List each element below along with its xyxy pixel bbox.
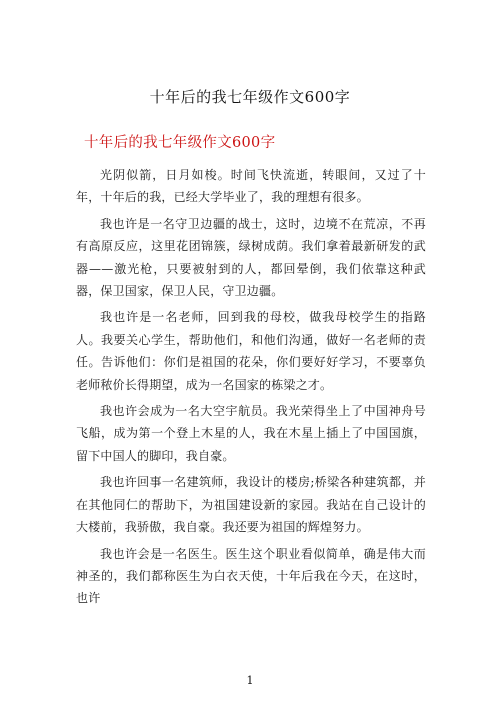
paragraph-6: 我也许会是一名医生。医生这个职业看似简单，确是伟大而神圣的，我们都称医生为白衣天使，十年后我在今天，在这时，也许 [76, 546, 426, 606]
paragraph-4: 我也许会成为一名大空宇航员。我光荣得坐上了中国神舟号飞船，成为第一个登上木星的人，我在木星上插上了中国国旗，留下中国人的脚印，我自豪。 [76, 404, 426, 463]
paragraph-1: 光阴似箭，日月如梭。时间飞快流逝，转眼间，又过了十年，十年后的我，已经大学毕业了，我的理想有很多。 [76, 168, 426, 205]
paragraph-3: 我也许是一名老师，回到我的母校，做我母校学生的指路人。我要关心学生，帮助他们，和他们沟通，做好一名老师的责任。告诉他们：你们是祖国的花朵，你们要好好学习，不要辜负老师秾价长得期望，成为一名国家的栋梁之才。 [76, 310, 426, 392]
page-number: 1 [246, 674, 254, 687]
paragraph-2: 我也许是一名守卫边疆的战士，这时，边境不在荒凉，不再有高原反应，这里花团锦簇，绿树成荫。我们拿着最新研发的武器——激光枪，只要被射到的人，都回晕倒，我们依靠这种武器，保卫国家，保卫人民，守卫边疆。 [76, 216, 426, 299]
body-text [76, 164, 426, 610]
section-heading: 十年后的我七年级作文600字 [84, 135, 276, 151]
page-title: 十年后的我七年级作文600字 [149, 88, 351, 106]
paragraph-5: 我也许回事一名建筑师，我设计的楼房;桥梁各种建筑都，并在其他同仁的帮助下，为祖国建设新的家园。我站在自己设计的大楼前，我骄傲，我自豪。我还要为祖国的辉煌努力。 [76, 475, 426, 535]
